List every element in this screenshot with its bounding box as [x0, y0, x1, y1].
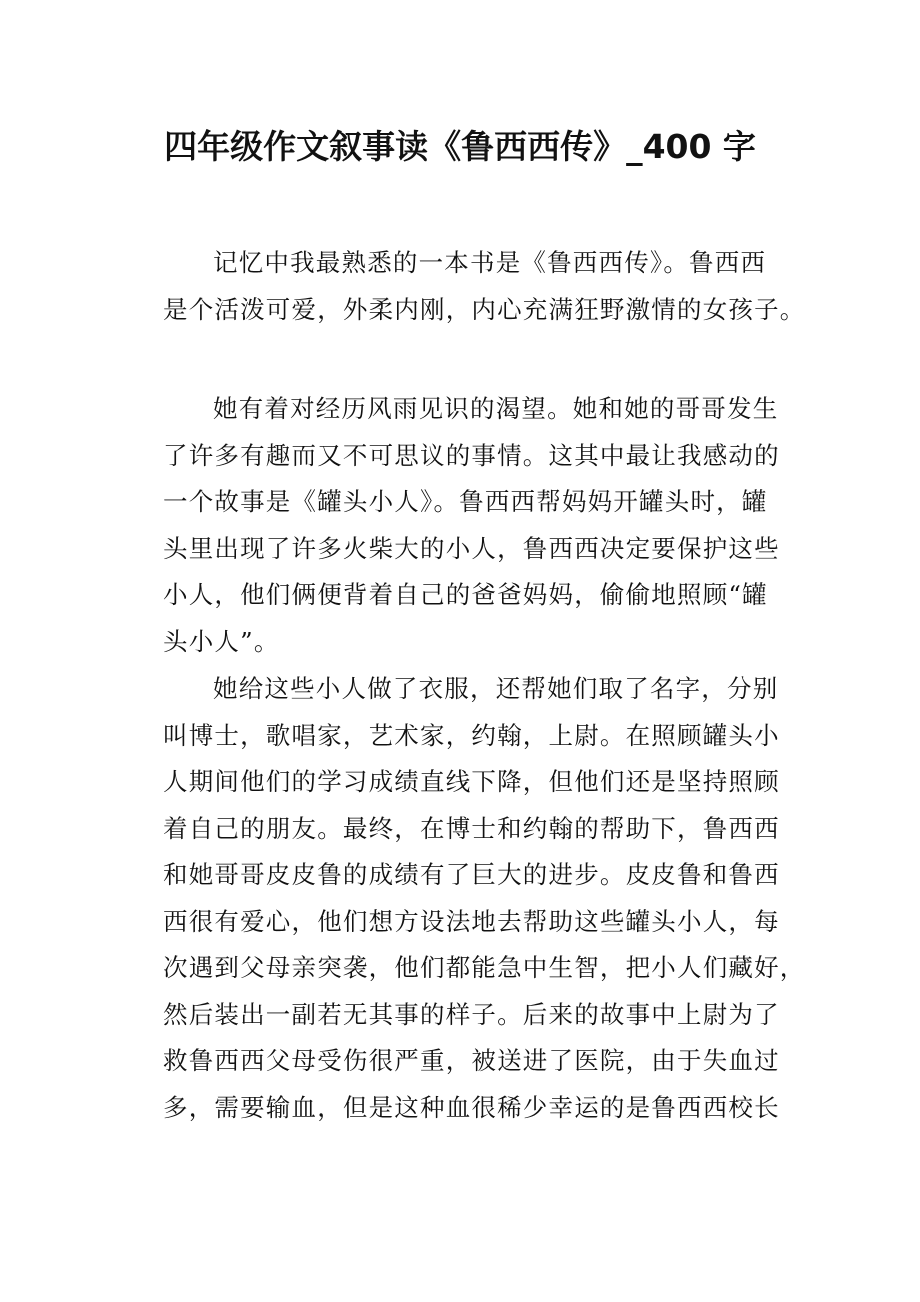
paragraph-line: 头里出现了许多火柴大的小人，鲁西西决定要保护这些: [163, 533, 780, 563]
document-title: 四年级作文叙事读《鲁西西传》_400 字: [164, 127, 756, 166]
paragraph-line: 救鲁西西父母受伤很严重，被送进了医院，由于失血过: [163, 1046, 780, 1075]
paragraph-line: 小人，他们俩便背着自己的爸爸妈妈，偷偷地照顾“罐: [163, 580, 768, 609]
paragraph-line: 一个故事是《罐头小人》。鲁西西帮妈妈开罐头时，罐: [163, 487, 768, 516]
paragraph-line: 头小人”。: [163, 626, 280, 656]
paragraph-2: [163, 386, 780, 665]
paragraph-line: 然后装出一副若无其事的样子。后来的故事中上尉为了: [163, 999, 780, 1029]
paragraph-line: 是个活泼可爱，外柔内刚，内心充满狂野激情的女孩子。: [163, 294, 806, 324]
paragraph-line: 她给这些小人做了衣服，还帮她们取了名字，分别: [213, 674, 779, 703]
paragraph-line: 着自己的朋友。最终，在博士和约翰的帮助下，鲁西西: [163, 813, 780, 843]
paragraph-line: 她有着对经历风雨见识的渴望。她和她的哥哥发生: [213, 394, 779, 423]
paragraph-line: 西很有爱心，他们想方设法地去帮助这些罐头小人，每: [163, 906, 780, 936]
paragraph-line: 人期间他们的学习成绩直线下降，但他们还是坚持照顾: [163, 767, 780, 796]
paragraph-line: 叫博士，歌唱家，艺术家，约翰，上尉。在照顾罐头小: [163, 720, 780, 750]
paragraph-line: 多，需要输血，但是这种血很稀少幸运的是鲁西西校长: [163, 1092, 780, 1122]
paragraph-line: 记忆中我最熟悉的一本书是《鲁西西传》。鲁西西: [213, 248, 767, 277]
paragraph-1: [163, 240, 806, 333]
paragraph-line: 了许多有趣而又不可思议的事情。这其中最让我感动的: [163, 440, 780, 470]
paragraph-3: [163, 666, 806, 1131]
paragraph-line: 和她哥哥皮皮鲁的成绩有了巨大的进步。皮皮鲁和鲁西: [163, 860, 780, 889]
paragraph-line: 次遇到父母亲突袭，他们都能急中生智，把小人们藏好，: [163, 953, 806, 982]
